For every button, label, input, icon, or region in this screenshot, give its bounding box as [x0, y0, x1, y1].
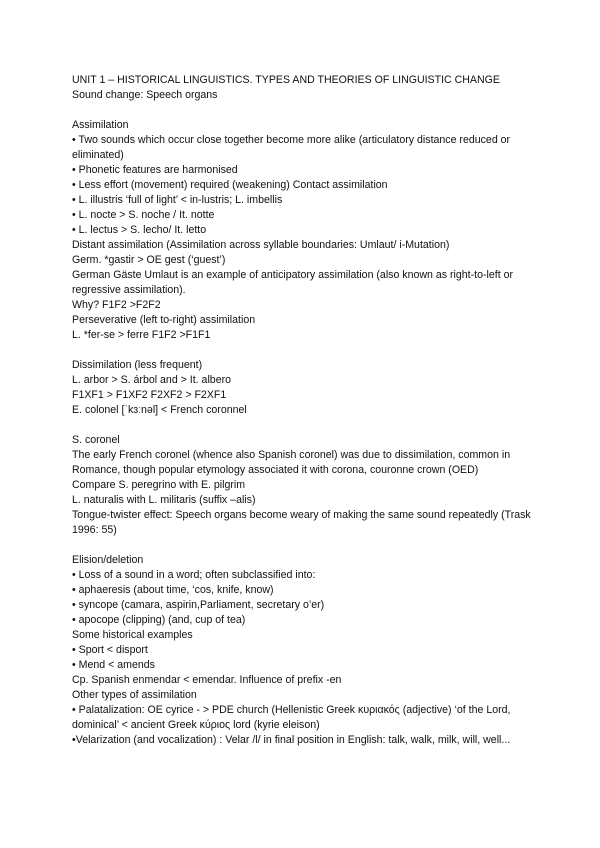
- bullet-line: • apocope (clipping) (and, cup of tea): [72, 614, 246, 626]
- blank-line: [72, 538, 532, 553]
- bullet-line: • L. illustris ‘full of light’ < in-lustris; L. imbellis: [72, 194, 283, 206]
- text-line: German Gäste Umlaut is an example of anticipatory assimilation (also known as right-to-left or regressive assimilation).: [72, 269, 514, 296]
- text-line: Distant assimilation (Assimilation across syllable boundaries: Umlaut/ i-Mutation): [72, 239, 450, 251]
- text-line: Why? F1F2 >F2F2: [72, 299, 161, 311]
- text-line: F1XF1 > F1XF2 F2XF2 > F2XF1: [72, 389, 227, 401]
- document-body: [72, 73, 532, 748]
- heading-elision: Elision/deletion: [72, 554, 144, 566]
- heading-coronel: S. coronel: [72, 434, 120, 446]
- bullet-line: • L. lectus > S. lecho/ It. letto: [72, 224, 207, 236]
- text-line: Germ. *gastir > OE gest (‘guest’): [72, 254, 226, 266]
- text-line: Perseverative (left to-right) assimilation: [72, 314, 256, 326]
- bullet-line: •Velarization (and vocalization) : Velar /l/ in final position in English: talk, walk, milk, will, well...: [72, 734, 511, 746]
- text-line: Cp. Spanish enmendar < emendar. Influence of prefix -en: [72, 674, 342, 686]
- unit-title: UNIT 1 – HISTORICAL LINGUISTICS. TYPES AND THEORIES OF LINGUISTIC CHANGE: [72, 74, 500, 86]
- text-line: Some historical examples: [72, 629, 193, 641]
- text-line: Tongue-twister effect: Speech organs become weary of making the same sound repeatedly (Trask 1996: 55): [72, 509, 531, 536]
- blank-line: [72, 418, 532, 433]
- bullet-line: • Two sounds which occur close together become more alike (articulatory distance reduced or eliminated): [72, 134, 511, 161]
- bullet-line: • syncope (camara, aspirin,Parliament, secretary o’er): [72, 599, 325, 611]
- bullet-line: • Phonetic features are harmonised: [72, 164, 238, 176]
- blank-line: [72, 103, 532, 118]
- bullet-line: • Loss of a sound in a word; often subclassified into:: [72, 569, 316, 581]
- bullet-line: • Palatalization: OE cyrice - > PDE church (Hellenistic Greek κυριακός (adjective) ‘of the Lord, dominical’ < ancient Greek κύριος lord (kyrie eleison): [72, 704, 511, 731]
- bullet-line: • L. nocte > S. noche / It. notte: [72, 209, 215, 221]
- heading-assimilation: Assimilation: [72, 119, 129, 131]
- text-line: L. *fer-se > ferre F1F2 >F1F1: [72, 329, 211, 341]
- text-line: L. arbor > S. árbol and > It. albero: [72, 374, 232, 386]
- heading-dissimilation: Dissimilation (less frequent): [72, 359, 203, 371]
- text-line: Other types of assimilation: [72, 689, 197, 701]
- bullet-line: • Sport < disport: [72, 644, 148, 656]
- bullet-line: • Less effort (movement) required (weakening) Contact assimilation: [72, 179, 388, 191]
- bullet-line: • aphaeresis (about time, ‘cos, knife, know): [72, 584, 274, 596]
- bullet-line: • Mend < amends: [72, 659, 155, 671]
- text-line: Compare S. peregrino with E. pilgrim: [72, 479, 246, 491]
- blank-line: [72, 343, 532, 358]
- text-line: The early French coronel (whence also Spanish coronel) was due to dissimilation, common in Romance, though popular etymology associated it with corona, couronne crown (OED): [72, 449, 511, 476]
- text-line: L. naturalis with L. militaris (suffix –alis): [72, 494, 256, 506]
- text-line: E. colonel [ˈkɜːnəl] < French coronnel: [72, 404, 247, 416]
- section-subtitle: Sound change: Speech organs: [72, 89, 218, 101]
